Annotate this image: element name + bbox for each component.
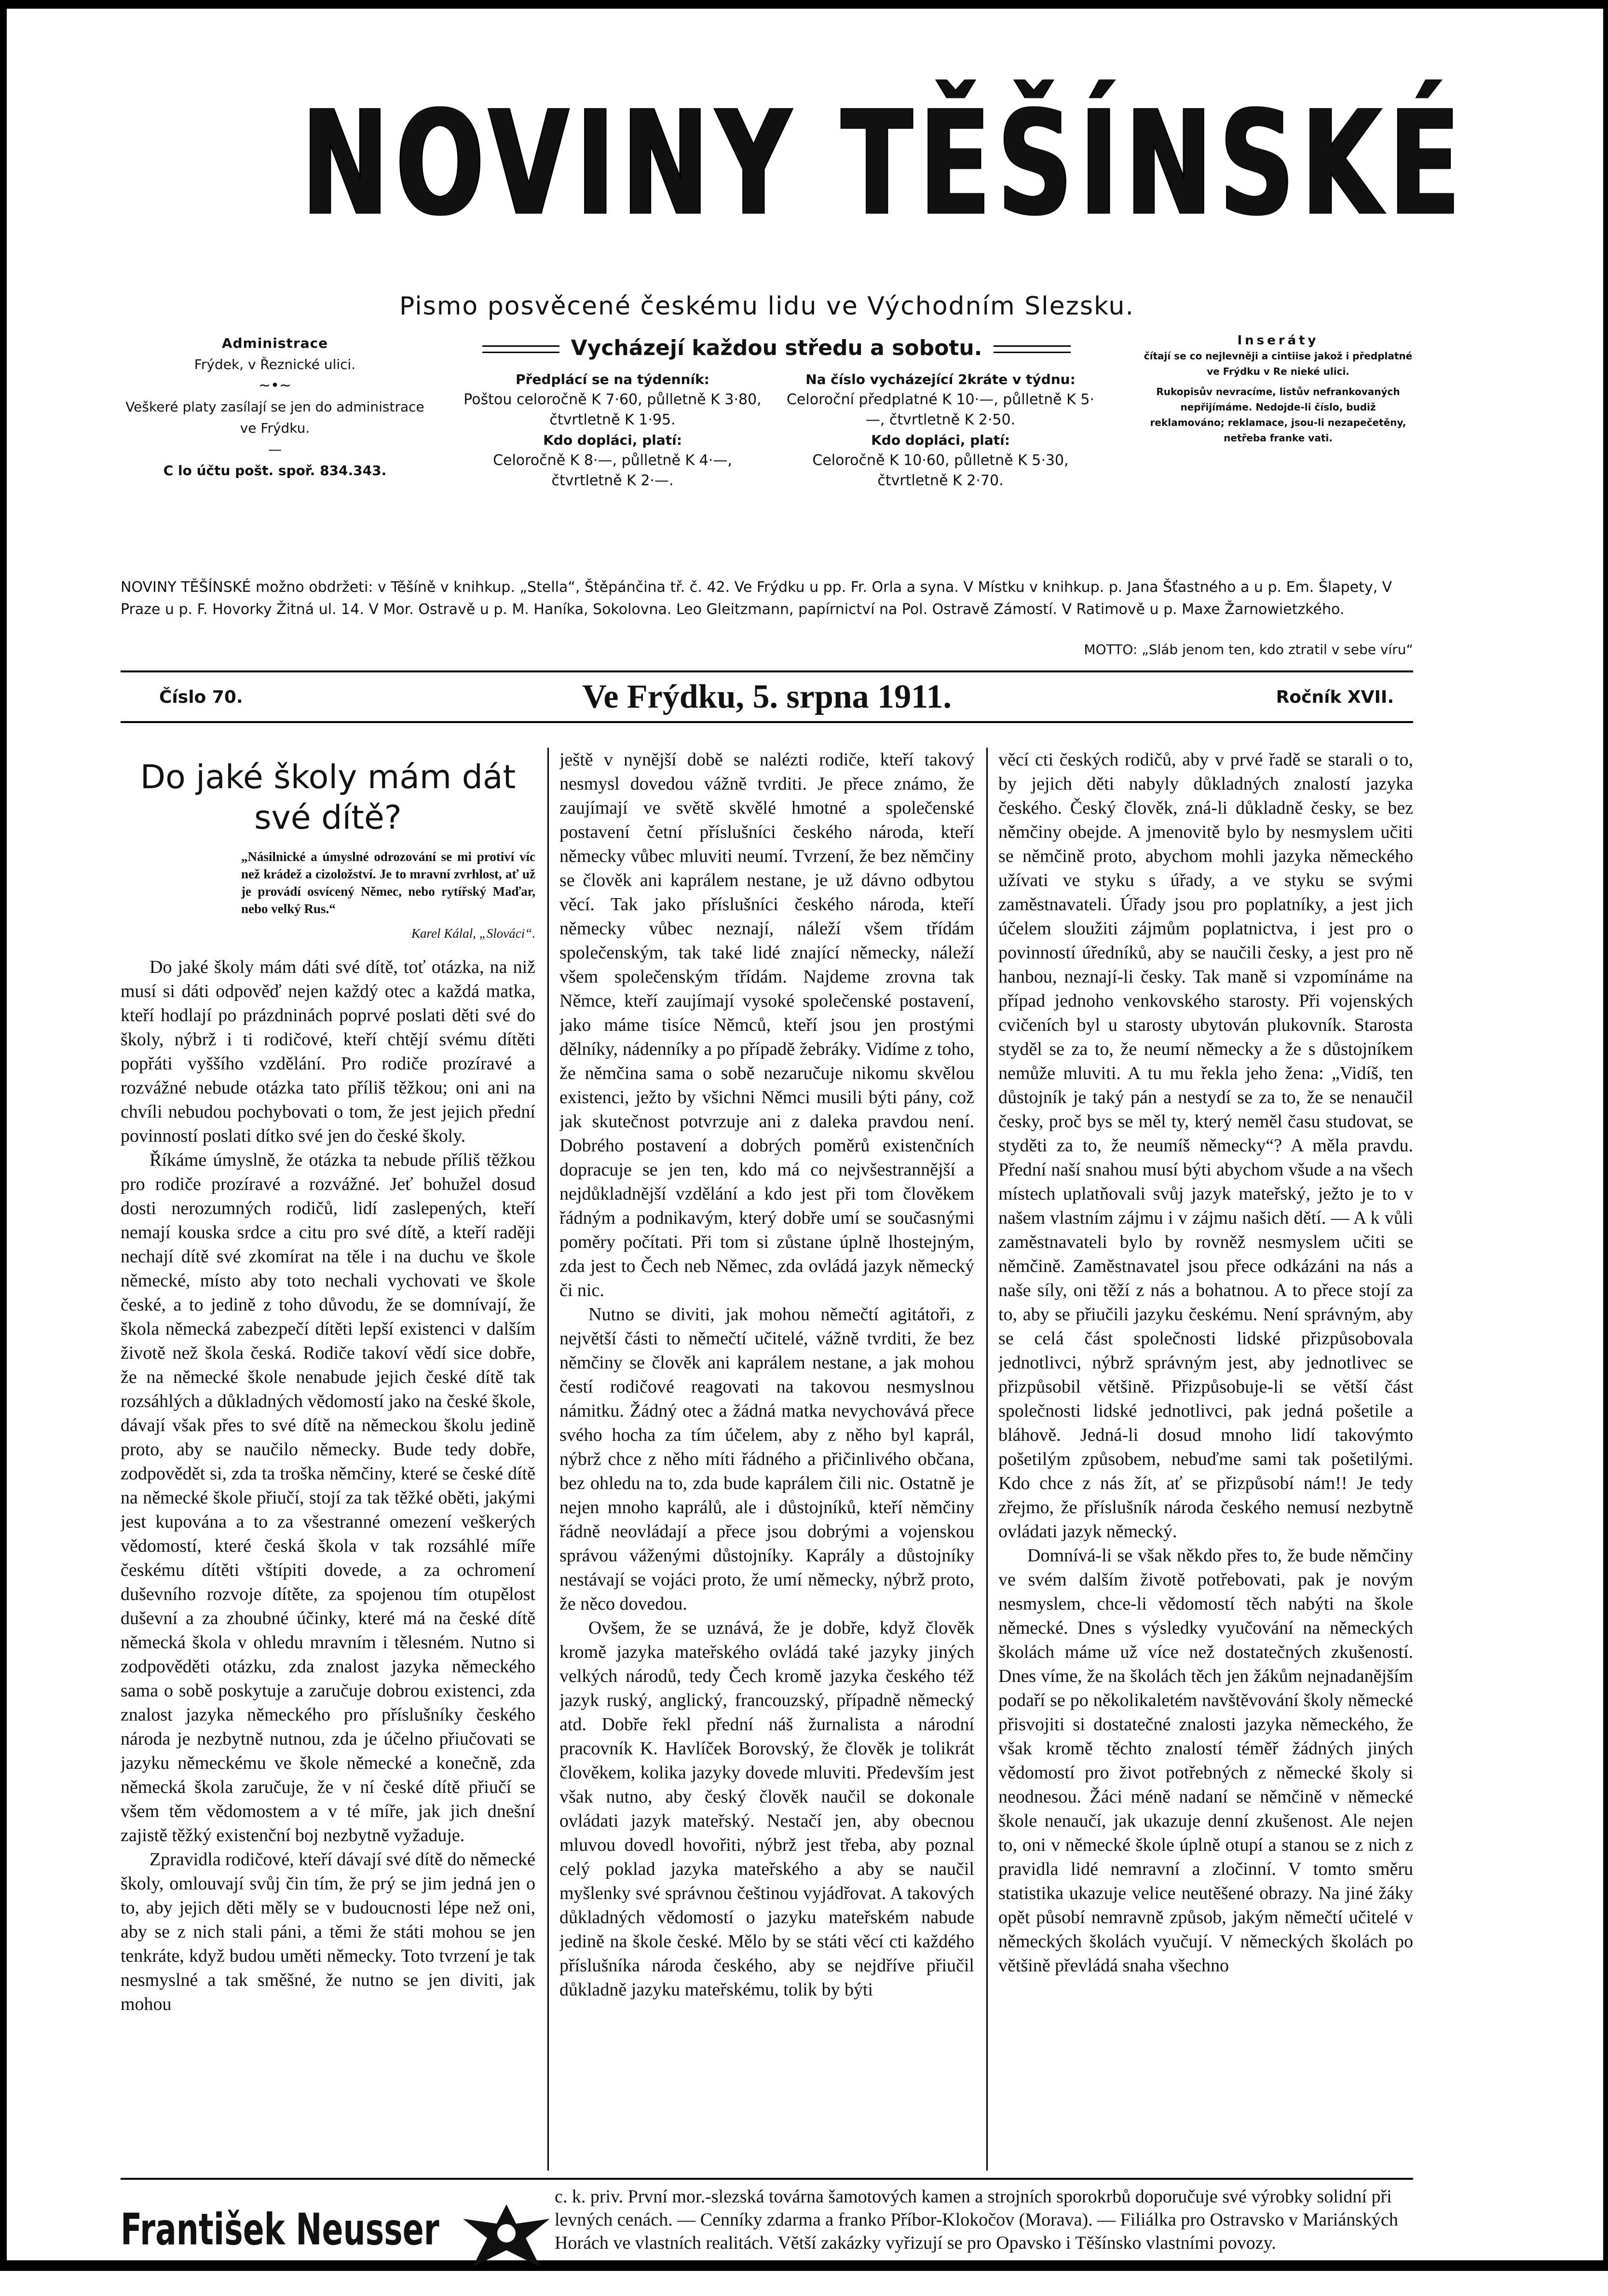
schedule-line: Vycházejí každou středu a sobotu. xyxy=(458,333,1095,364)
administration-label: Administrace xyxy=(221,335,328,351)
subscription-box xyxy=(458,333,1095,491)
inserts-label: Inseráty xyxy=(1237,333,1319,348)
weekly-head: Předplácí se na týdenník: xyxy=(516,371,709,387)
dateline xyxy=(121,678,1413,716)
masthead-title: NOVINY TĚŠÍNSKÉ xyxy=(301,80,1467,248)
dateline-rule xyxy=(121,721,1413,723)
advertisement xyxy=(121,2185,1413,2296)
volume-number: Ročník XVII. xyxy=(1276,687,1394,707)
weekly-text: Poštou celoročně K 7·60, půlletně K 3·80, čtvrtletně K 1·95. xyxy=(463,391,762,428)
paragraph: Do jaké školy mám dáti své dítě, toť otázka, na niž musí si dáti odpověď nejen každý otec a každá matka, kteří hodlají po prázdninách poprvé poslati děti své do školy, nýbrž i ti rodičové, kteří chtějí svému dítěti popřáti vyššího vzdělání. Pro rodiče prozíravé a rozvážné nebude otázka tato příliš těžkou; oni ani na chvíli nebudou pochybovati o tom, že jest jejich přední povinností poslati dítko své jen do české školy. xyxy=(121,957,535,1146)
paragraph: Zpravidla rodičové, kteří dávají své dítě do německé školy, omlouvají svůj čin tím, že prý se jim jedná jen o to, aby jejich děti měly se v budoucnosti lépe než oni, aby se z nich stali páni, a těmi že státi mohou se jen tenkráte, když budou uměti německy. Toto tvrzení je tak nesmyslné a tak směšné, že nutno se jen diviti, jak mohou xyxy=(121,1849,535,2014)
twice-home-head: Kdo dopláci, platí: xyxy=(871,432,1010,448)
column-3 xyxy=(998,748,1413,2171)
advert-text: c. k. priv. První mor.-slezská továrna šamotových kamen a strojních sporokrbů doporučuje své výrobky solidní při levných cenách. — Cenníky zdarma a franko Příbor-Klokočov (Morava). — Filiálka pro Ostravsko v Mariánských Horách ve vlastních realitách. Větší zakázky vyřizují se pro Opavsko i Těšínsko vlastními povozy. xyxy=(555,2187,1398,2253)
column-2 xyxy=(559,748,974,2171)
eagle-emblem-icon xyxy=(458,2195,555,2277)
issue-number: Číslo 70. xyxy=(159,687,243,707)
paragraph: Nutno se diviti, jak mohou němečtí agitátoři, z největší části to němečtí učitelé, vážně tvrditi, že bez němčiny se člověk ani kaprálem nestane, a jak mohou čestí rodičové reagovati na takovou nesmyslnou námitku. Žádný otec a žádná matka nevychovává přece svého hocha za tím účelem, aby z něho byl kaprál, nýbrž chce z něho míti řádného a přičinlivého občana, bez ohledu na to, zda bude kaprálem čili nic. Ostatně je nejen mnoho kaprálů, ale i důstojníků, kteří němčiny řádně neovládají a přece jsou dobrými a vojenskou správou váženými důstojníky. Kaprály a důstojníky nestávají se vojáci proto, že umí německy, nýbrž proto, že něco dovedou. xyxy=(559,1304,974,1614)
postal-account: C lo účtu pošt. spoř. 834.343. xyxy=(163,463,387,478)
administration-box xyxy=(121,333,429,481)
ornament-icon: ~•~ xyxy=(259,377,291,394)
weekly-home-text: Celoročně K 8·—, půlletně K 4·—, čtvrtletně K 2·—. xyxy=(493,452,732,489)
paragraph: Říkáme úmyslně, že otázka ta nebude příliš těžkou pro rodiče prozíravé a rozvážné. Jeť bohužel dosud dosti nerozumných rodičů, lidí zaslepených, kteří nemají kouska srdce a citu pro své dítě, a kteří raději nechají dítě své zkomírat na těle i na duchu ve škole německé, místo aby toto nechali vychovati ve škole české, a to jedině z toho důvodu, že se domnívají, že škola německá zabezpečí dítěti lepší existenci v dalším životě než škola česká. Rodiče takoví vědí sice dobře, že na německé škole nenabude jejich české dítě tak rozsáhlých a důkladných vědomostí jako na české škole, dávají však přes to své dítě na německou školu jedině proto, aby se naučilo německy. Bude tedy dobře, zodpovědět si, zda ta troška němčiny, které se české dítě na německé škole přiučí, stojí za tak těžké oběti, jakými jest kupována a to za všestranné omezení veškerých vědomostí, které česká škola v tak rozsáhlé míře českému dítěti vštípiti dovede, a za ochromení duševního rozvoje dítěte, za spojenou tím otupělost duševní a za zhoubné účinky, které má na české dítě německá škola v ohledu mravním i tělesném. Nutno si zodpověděti otázku, zda znalost jazyka německého sama o sobě poskytuje a zaručuje dobrou existenci, zda znalost jazyka německého pro příslušníky českého národa je nezbytně nutnou, zda je účelno přiučovati se jazyku německému ve škole německé a konečně, zda německá škola zaručuje, že v ní české dítě přiučí se všem těm vědomostem a v té míře, jak jich dnešní zajistě těžký existenční boj nezbytně vyžaduje. xyxy=(121,1150,535,1845)
weekly-prices xyxy=(458,369,767,491)
paragraph: Ovšem, že se uznává, že je dobře, když člověk kromě jazyka mateřského ovládá také jazyky jiných velkých národů, tedy Čech kromě jazyka českého též jazyk ruský, anglický, francouzský, případně německý atd. Dobře řekl přední náš žurnalista a národní pracovník K. Havlíček Borovský, že člověk je tolikrát člověkem, kolika jazyky dovede mluviti. Především jest však nutno, aby český člověk naučil se dokonale ovládati jazyk mateřský. Nestačí jen, aby obecnou mluvou dovedl hovořiti, nýbrž jest třeba, aby poznal celý poklad jazyka mateřského a aby se naučil myšlenky své správnou češtinou vyjádřovat. A takových důkladných vědomostí o jazyku mateřském nabude jedině na škole české. Mělo by se státi věcí cti každého příslušníka národa českého, aby se nejdříve přiučil důkladně jazyku mateřskému, tolik by býti xyxy=(559,1618,974,2000)
top-rule xyxy=(121,670,1413,672)
advert-rule xyxy=(121,2178,1413,2180)
masthead xyxy=(121,72,1467,280)
masthead-subtitle: Pismo posvěcené českému lidu ve Východním Slezsku. xyxy=(399,292,1134,321)
motto: MOTTO: „Sláb jenom ten, kdo ztratil v sebe víru“ xyxy=(1084,642,1413,657)
distribution-points: NOVINY TĚŠÍNSKÉ možno obdržeti: v Těšíně v knihkup. „Stella“, Štěpánčina tř. č. 42. Ve Frýdku u pp. Fr. Orla a syna. V Místku v knihkup. p. Jana Šťastného a u p. Em. Šlapety, V Praze u p. F. Hovorky Žitná ul. 14. V Mor. Ostravě u p. M. Haníka, Sokolovna. Leo Gleitzmann, papírnictví na Pol. Ostravě Zámostí. V Ratimově u p. Maxe Žarnowietzkého. xyxy=(121,579,1392,618)
epigraph-author: Karel Kálal, „Slováci“. xyxy=(411,926,535,941)
article-epigraph: „Násilnické a úmyslné odrozování se mi protiví víc než krádež a cizoložství. Je to mravní zvrhlost, ať už je provádí osvícený Němec, nebo rytířský Maďar, nebo velký Rus.“ xyxy=(241,849,535,916)
paragraph: věcí cti českých rodičů, aby v prvé řadě se starali o to, by jejich děti nabyly důkladných znalostí jazyka českého. Český člověk, zná-li důkladně česky, se bez němčiny obejde. A jmenovitě bylo by nesmyslem učiti se němčině proto, abychom mohli jazyka německého užívati ve styku s úřady, a ve styku se svými zaměstnavateli. Úřady jsou pro poplatníky, a jest jich účelem sloužiti zájmům poplatnictva, i jest pro o povinností úředníků, aby se naučili česky, a jest pro ně hanbou, neznají-li česky. Tak maně si vzpomínáme na případ jednoho venkovského starosty. Při vojenských cvičeních byl u starosty ubytován plukovník. Starosta styděl se za to, že neumí německy a že s důstojníkem nemůže mluviti. A tu mu řekla jeho žena: „Vidíš, ten důstojník je taký pán a nestydí se za to, že se nenaučil česky, proč bys se měl ty, který neměl času studovat, se styděti za to, že neumíš německy“? A měla pravdu. Přední naší snahou musí býti abychom všude a na všech místech uplatňovali svůj jazyk mateřský, ježto je to v našem vlastním zájmu i v zájmu našich dětí. — A k vůli zaměstnavateli bylo by rovněž nesmyslem učiti se němčině. Zaměstnavatel jsou přece odkázáni na nás a naše síly, oni těží z nás a bohatnou. A to přece stojí za to, aby se přiučili jazyku českému. Není správným, aby se celá část společnosti lidské přizpůsobovala jednotlivci, nýbrž správným jest, aby jednotlivec se přizpůsobil většině. Přizpůsobuje-li se větší část společnosti lidské jednotlivci, pak jedná pošetile a bláhově. Jedná-li dosud mnoho lidí takovýmto pošetilým způsobem, nebuďme sami tak pošetilými. Kdo chce z nás žít, ať se přizpůsobí nám!! Je tedy zřejmo, že příslušník národa českého nemusí nezbytně ovládati jazyk německý. xyxy=(998,750,1413,1542)
paragraph: Domnívá-li se však někdo přes to, že bude němčiny ve svém dalším životě potřebovati, pak je novým nesmyslem, chce-li vědomostí těch nabýti na škole německé. Dnes s výsledky vyučování na německých školách máme už více než dostatečných zkušeností. Dnes víme, že na školách těch jen žákům nejnadanějším podaří se po několikaletém navštěvování školy německé přisvojiti si dostatečné znalosti jazyka německého, že však kromě těchto znalostí téměř žádných jiných vědomostí pro život potřebných z německé školy si neodnesou. Žáci méně nadaní se němčině v německé škole nenaučí, jak ukazuje denní zkušenost. Ale nejen to, oni v německé škole úplně otupí a stanou se z nich z pravidla lidé nemravní a zločinní. V tomto směru statistika ukazuje velice neutěšené obrazy. Na jiné žáky opět působí nemravně způsob, jakým němečtí učitelé v německých školách vyučují. V německých školách po většině převládá snaha všechno xyxy=(998,1545,1413,1976)
manuscripts-text: Rukopisův nevracíme, listův nefrankovaných nepřijímáme. Nedojde-li číslo, budiž reklamováno; reklamace, jsou-li nezapečetěny, netřeba franke vati. xyxy=(1150,386,1406,444)
newspaper-page xyxy=(121,72,1467,2255)
twice-head: Na číslo vycházející 2kráte v týdnu: xyxy=(805,371,1076,387)
administration-address: Frýdek, v Řeznické ulici. xyxy=(194,356,356,372)
inserts-text: čítají se co nejlevněji a cintiise jakož i předplatné ve Frýdku v Re nieké ulici. xyxy=(1144,350,1413,377)
article-title: Do jaké školy mám dát své dítě? xyxy=(140,758,516,837)
divider: — xyxy=(268,441,282,457)
inserts-box xyxy=(1143,333,1413,446)
column-1 xyxy=(121,748,535,2171)
advert-company-name: František Neusser xyxy=(121,2204,439,2255)
twice-text: Celoroční předplatné K 10·—, půlletně K 5·—, čtvrtletně K 2·50. xyxy=(786,391,1095,428)
twice-weekly-prices xyxy=(786,369,1095,491)
paragraph: ještě v nynější době se nalézti rodiče, kteří takový nesmysl dovedou vážně tvrditi. Je přece známo, že zaujímají ve světě skvělé hmotné a společenské postavení četní příslušníci českého národa, kteří německy vůbec mluviti neumí. Tvrzení, že bez němčiny se člověk ani kaprálem nestane, je už dávno odbytou věcí. Tak jako příslušníci českého národa, kteří německy vůbec neznají, náleží všem třídám společenským, tak také lidé znající německy, náleží všem společenským třídám. Najdeme zrovna tak Němce, kteří zaujímají vysoké společenské postavení, jako máme tisíce Němců, kteří jsou jen prostými dělníky, nádenníky a po případě žebráky. Vidíme z toho, že němčina sama o sobě nezaručuje nikomu skvělou existenci, ježto by všichni Němci musili býti pány, což jak skutečnost potvrzuje ani z daleka pravdou není. Dobrého postavení a dobrých poměrů existenčních dopracuje se jen ten, kdo má co nejvšestrannější a nejdůkladnější vzdělání a kdo jest při tom člověkem řádným a podnikavým, který dobře umí se současnými poměry počítati. Při tom si zůstane úplně lhostejným, zda jest to Čech neb Němec, zda ovládá jazyk německý či nic. xyxy=(559,750,974,1300)
article-columns xyxy=(121,748,1413,2171)
payments-note: Veškeré platy zasílají se jen do administrace ve Frýdku. xyxy=(125,399,424,436)
issue-date: Ve Frýdku, 5. srpna 1911. xyxy=(582,678,952,715)
twice-home-text: Celoročně K 10·60, půlletně K 5·30, čtvrtletně K 2·70. xyxy=(812,452,1069,489)
weekly-home-head: Kdo dopláci, platí: xyxy=(543,432,682,448)
